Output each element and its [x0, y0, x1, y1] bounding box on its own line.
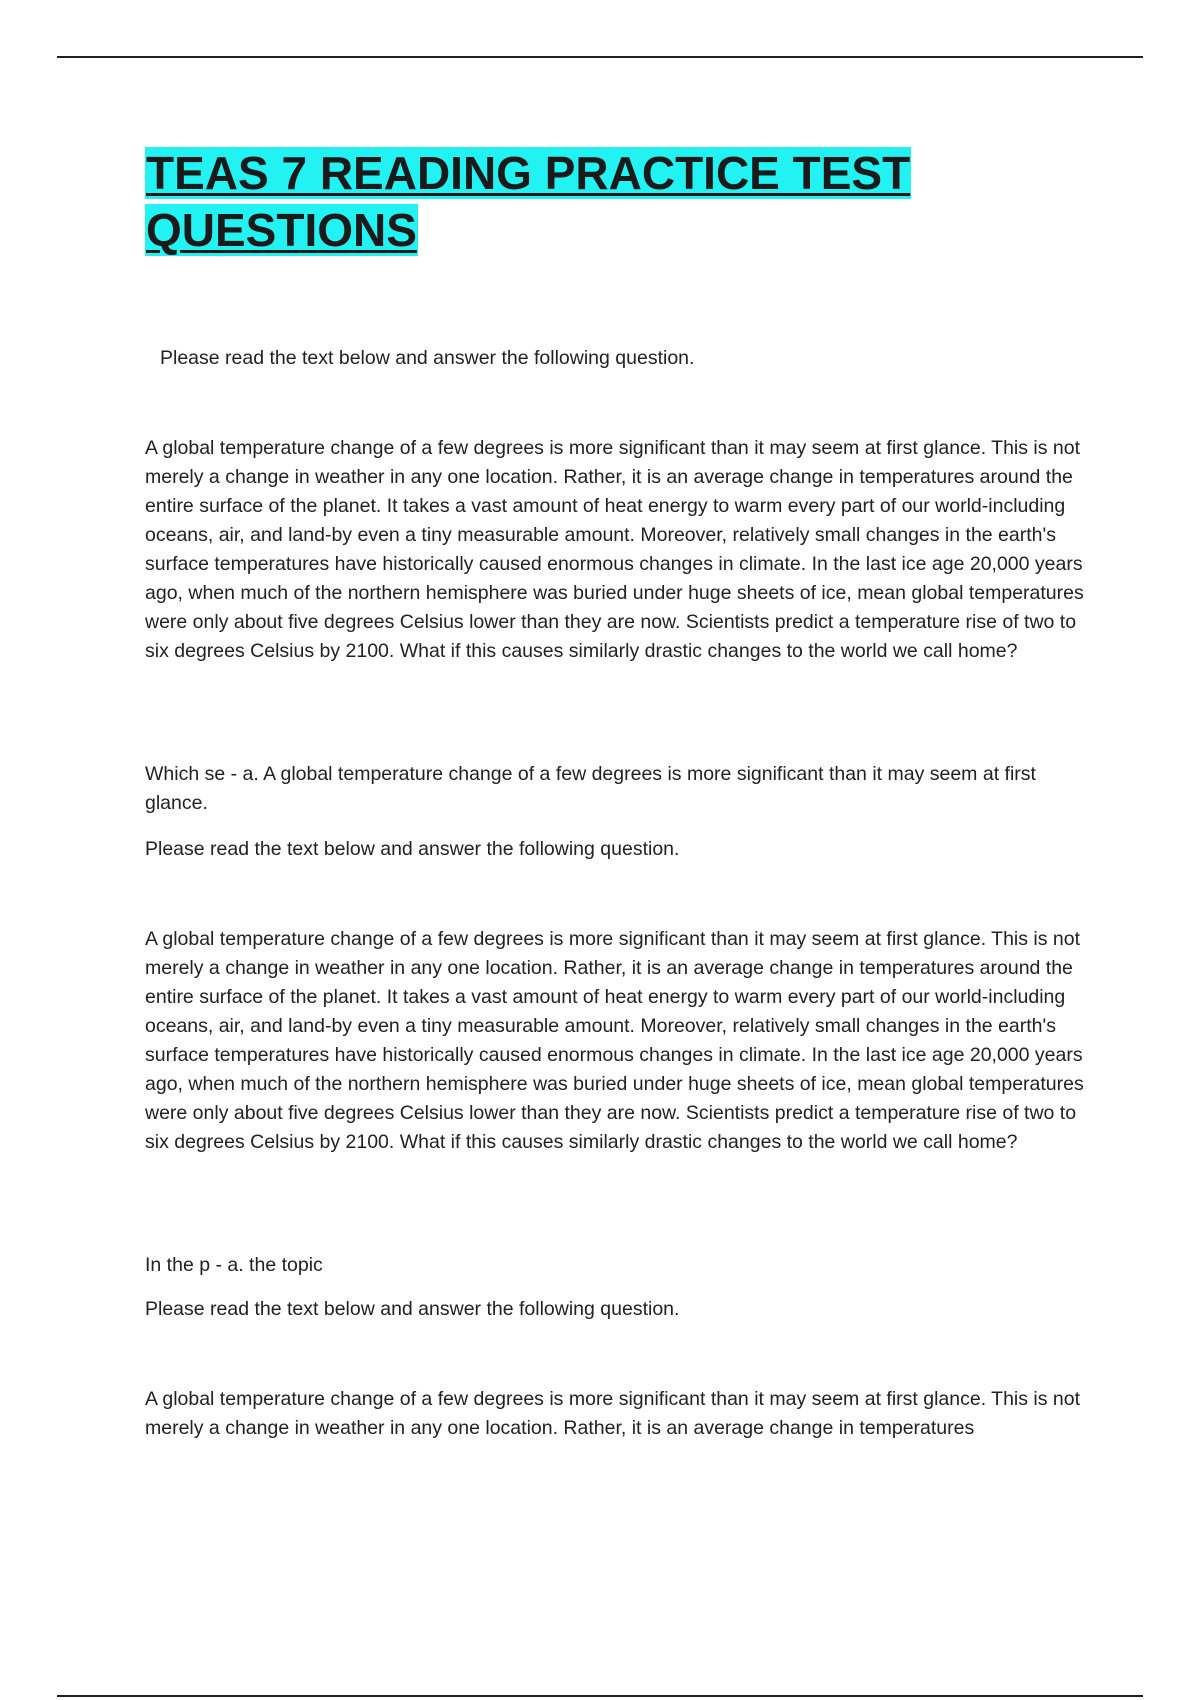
passage-3-partial: A global temperature change of a few degrees is more significant than it may seem at first glance. This is not merely a change in weather in any one location. Rather, it is an average change in temperatures	[145, 1388, 1081, 1439]
title-block	[145, 145, 1045, 259]
document-title: TEAS 7 READING PRACTICE TEST QUESTIONS	[146, 147, 911, 256]
instruction-1: Please read the text below and answer the following question.	[160, 347, 695, 369]
instruction-3: Please read the text below and answer the following question.	[145, 1298, 680, 1320]
question-1-answer: Which se - a. A global temperature change of a few degrees is more significant than it may seem at first glance.	[145, 763, 1036, 814]
passage-2: A global temperature change of a few degrees is more significant than it may seem at first glance. This is not merely a change in weather in any one location. Rather, it is an average change in temperatures around the entire surface of the planet. It takes a vast amount of heat energy to warm every part of our world-including oceans, air, and land-by even a tiny measurable amount. Moreover, relatively small changes in the earth's surface temperatures have historically caused enormous changes in climate. In the last ice age 20,000 years ago, when much of the northern hemisphere was buried under huge sheets of ice, mean global temperatures were only about five degrees Celsius lower than they are now. Scientists predict a temperature rise of two to six degrees Celsius by 2100. What if this causes similarly drastic changes to the world we call home?	[145, 928, 1084, 1153]
top-rule	[57, 56, 1143, 58]
question-2-answer: In the p - a. the topic	[145, 1254, 323, 1276]
passage-1: A global temperature change of a few degrees is more significant than it may seem at first glance. This is not merely a change in weather in any one location. Rather, it is an average change in temperatures around the entire surface of the planet. It takes a vast amount of heat energy to warm every part of our world-including oceans, air, and land-by even a tiny measurable amount. Moreover, relatively small changes in the earth's surface temperatures have historically caused enormous changes in climate. In the last ice age 20,000 years ago, when much of the northern hemisphere was buried under huge sheets of ice, mean global temperatures were only about five degrees Celsius lower than they are now. Scientists predict a temperature rise of two to six degrees Celsius by 2100. What if this causes similarly drastic changes to the world we call home?	[145, 437, 1084, 662]
bottom-rule	[57, 1695, 1143, 1697]
instruction-2: Please read the text below and answer the following question.	[145, 838, 680, 860]
